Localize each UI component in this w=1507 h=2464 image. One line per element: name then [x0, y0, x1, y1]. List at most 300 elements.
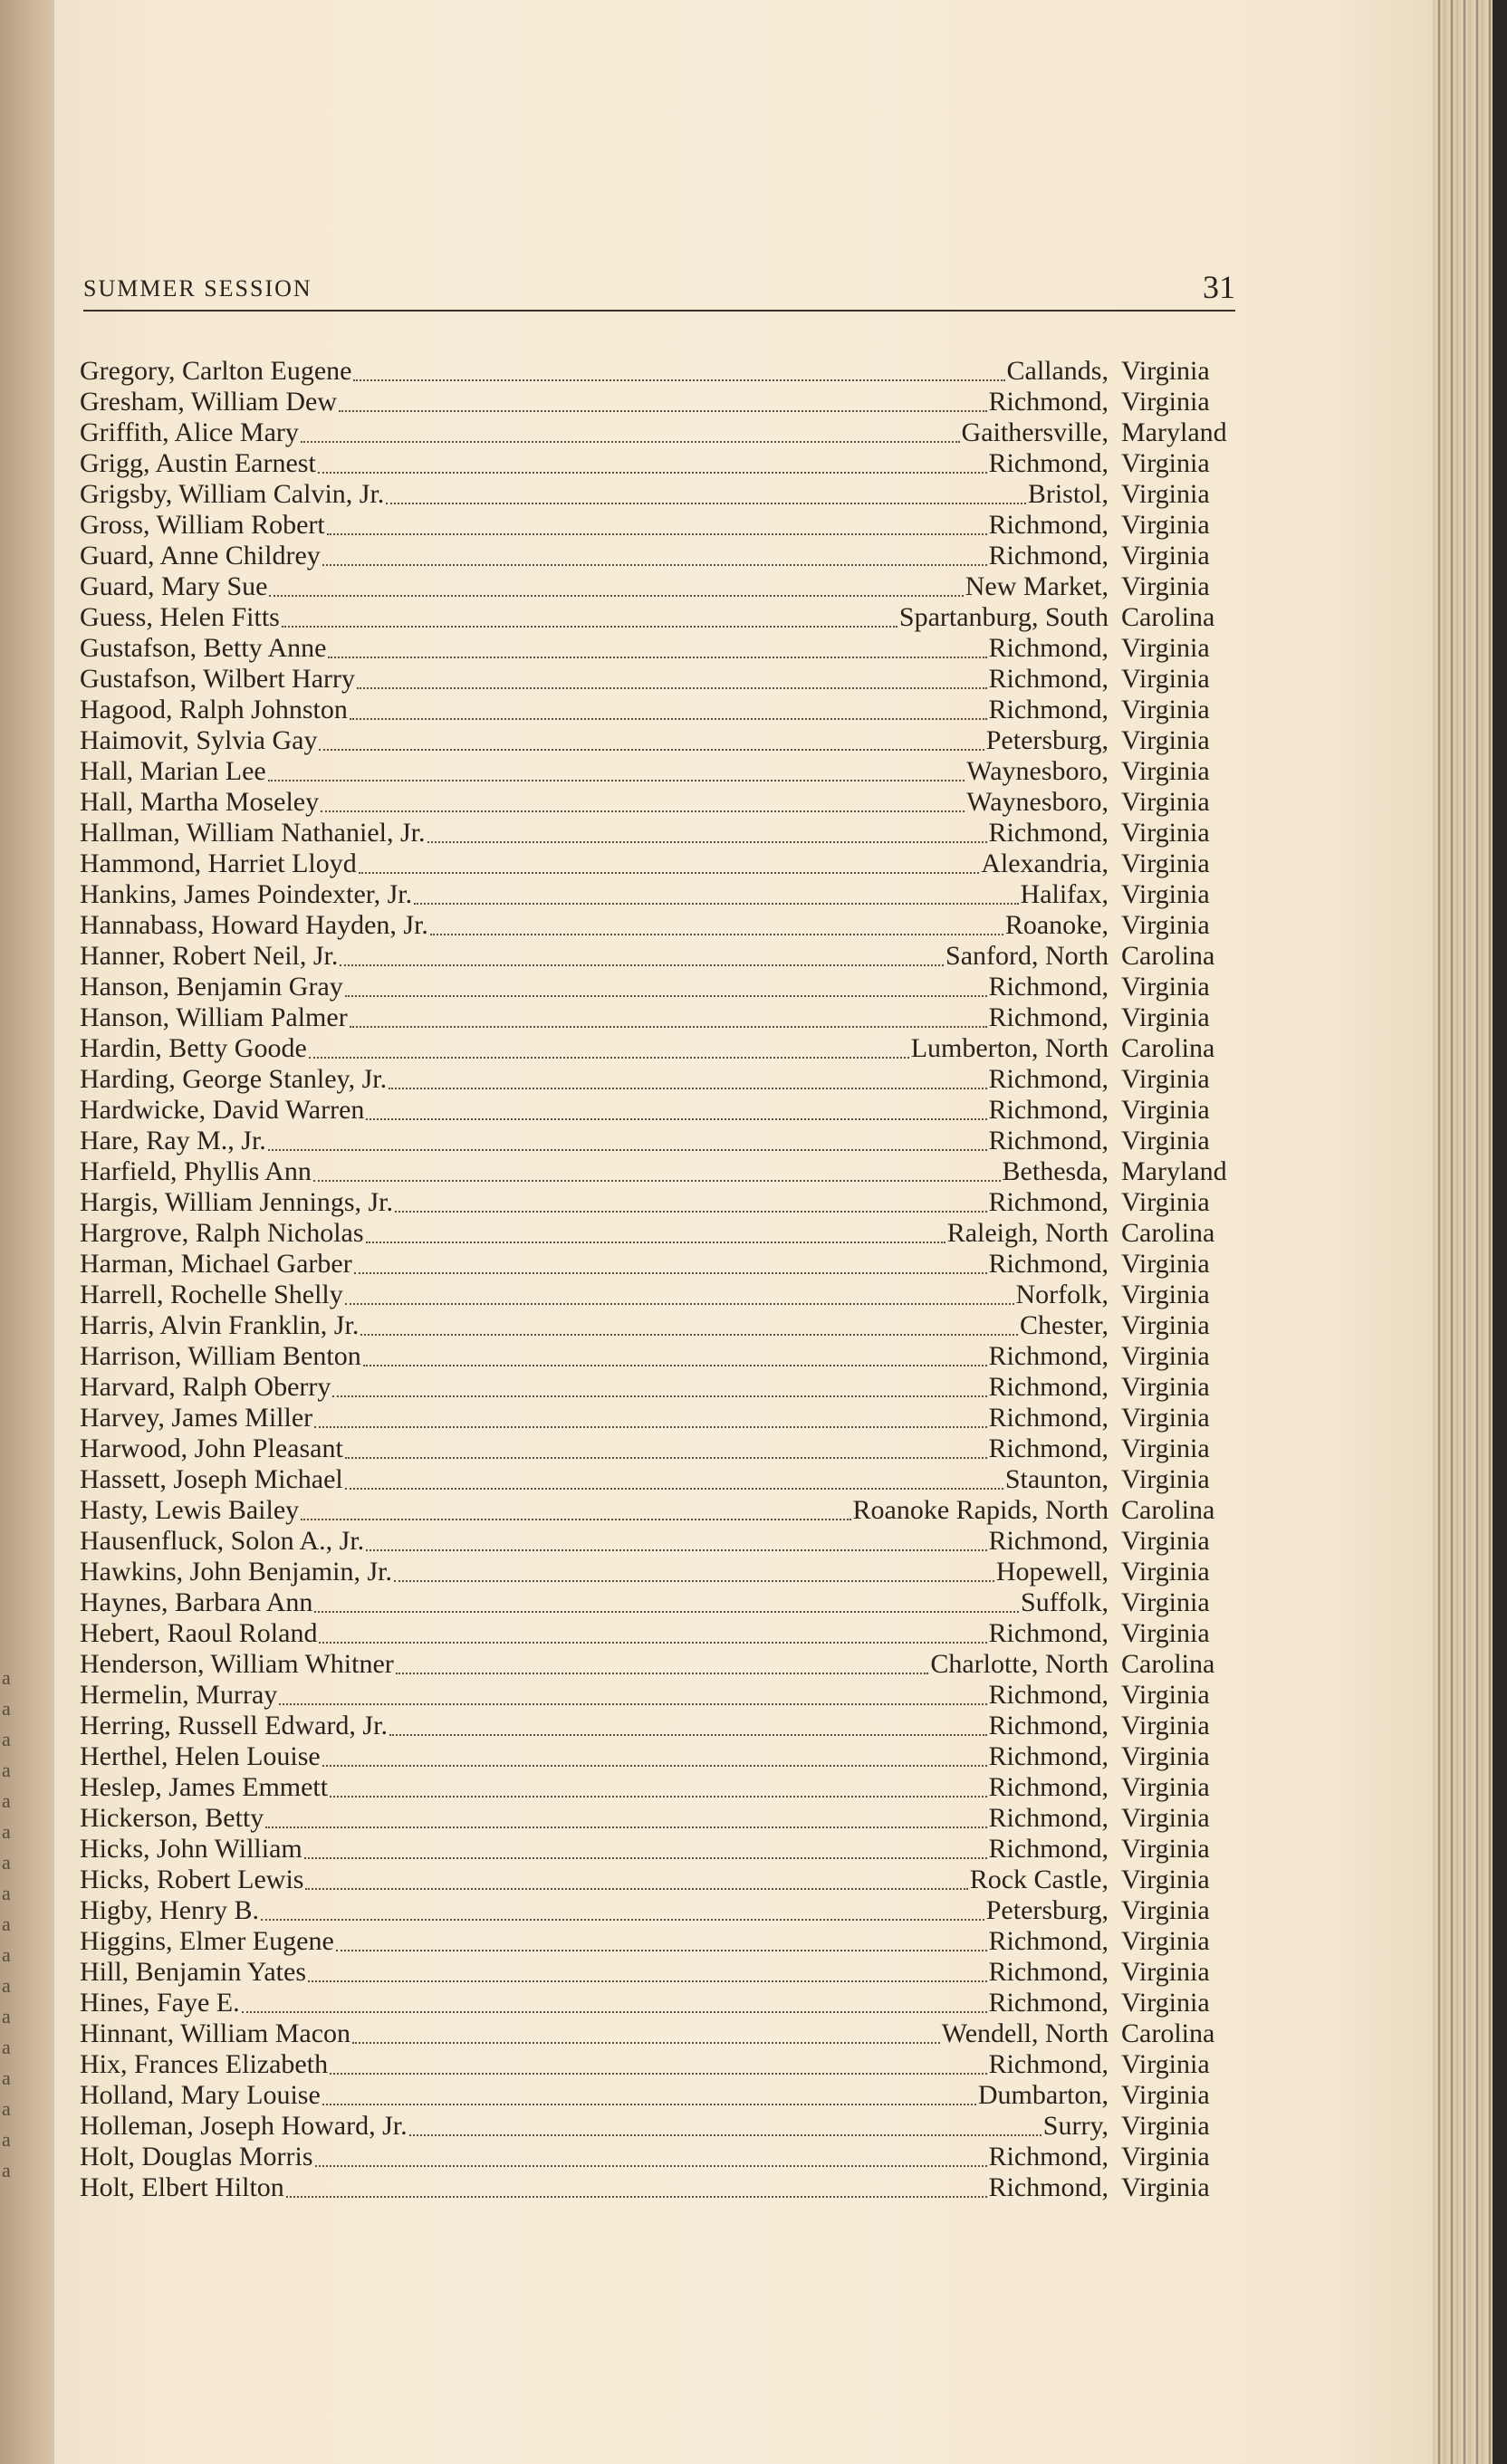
dot-leader [286, 2196, 987, 2198]
student-city: Surry, [1042, 2111, 1109, 2141]
student-name: Grigsby, William Calvin, Jr. [80, 479, 385, 509]
student-state: Virginia [1121, 725, 1210, 755]
dot-leader [353, 379, 1004, 381]
student-name: Harding, George Stanley, Jr. [80, 1064, 388, 1094]
list-item [80, 1957, 1239, 1988]
student-state: Virginia [1121, 633, 1210, 663]
student-city: Richmond, [988, 1741, 1109, 1771]
student-city: Richmond, [988, 1680, 1109, 1710]
dot-leader [366, 1118, 986, 1120]
student-state: Virginia [1121, 910, 1210, 940]
student-name: Harris, Alvin Franklin, Jr. [80, 1310, 360, 1340]
list-item [80, 879, 1239, 910]
dot-leader [352, 2042, 940, 2044]
list-item [80, 1711, 1239, 1741]
list-item [80, 1526, 1239, 1557]
student-city: Richmond, [988, 448, 1109, 478]
student-name: Harvey, James Miller [80, 1403, 313, 1433]
student-city: New Market, [965, 571, 1109, 601]
dot-leader [366, 1549, 986, 1551]
dot-leader [345, 1488, 1003, 1490]
list-item [80, 1464, 1239, 1495]
student-city: Richmond, [988, 1834, 1109, 1864]
list-item [80, 1895, 1239, 1926]
list-item [80, 972, 1239, 1002]
student-state: Carolina [1121, 2018, 1215, 2048]
dot-leader [345, 995, 987, 997]
list-item [80, 1772, 1239, 1803]
dot-leader [389, 1088, 986, 1089]
student-name: Gustafson, Wilbert Harry [80, 664, 355, 694]
student-name: Hagood, Ralph Johnston [80, 695, 348, 724]
list-item [80, 1587, 1239, 1618]
student-state: Virginia [1121, 787, 1210, 817]
list-item [80, 818, 1239, 848]
list-item [80, 756, 1239, 787]
dot-leader [314, 1611, 1019, 1613]
list-item [80, 1834, 1239, 1865]
list-item [80, 1680, 1239, 1711]
list-item [80, 664, 1239, 695]
student-name: Hill, Benjamin Yates [80, 1957, 307, 1987]
dot-leader [396, 1673, 929, 1674]
student-city: Richmond, [988, 972, 1109, 1002]
student-name: Holt, Elbert Hilton [80, 2172, 284, 2202]
student-state: Virginia [1121, 756, 1210, 786]
student-state: Virginia [1121, 1926, 1210, 1956]
student-state: Virginia [1121, 1711, 1210, 1740]
student-state: Maryland [1121, 1156, 1227, 1186]
student-city: Richmond, [988, 1618, 1109, 1648]
student-state: Virginia [1121, 1772, 1210, 1802]
student-city: Richmond, [988, 1772, 1109, 1802]
student-state: Virginia [1121, 2049, 1210, 2079]
student-city: Richmond, [988, 2172, 1109, 2202]
dot-leader [319, 749, 984, 751]
student-city: Hopewell, [995, 1557, 1109, 1587]
list-item [80, 541, 1239, 571]
list-item [80, 848, 1239, 879]
book-page [54, 0, 1433, 2464]
list-item [80, 448, 1239, 479]
dot-leader [322, 2104, 976, 2105]
student-state: Virginia [1121, 448, 1210, 478]
dot-leader [321, 810, 965, 812]
dot-leader [354, 1272, 987, 1274]
student-city: Richmond, [988, 695, 1109, 724]
student-name: Harvard, Ralph Oberry [80, 1372, 331, 1402]
list-item [80, 2018, 1239, 2049]
student-state: Virginia [1121, 541, 1210, 570]
student-name: Hardwicke, David Warren [80, 1095, 365, 1125]
student-name: Hargrove, Ralph Nicholas [80, 1218, 364, 1248]
dot-leader [301, 441, 960, 443]
list-item [80, 1280, 1239, 1310]
student-name: Higgins, Elmer Eugene [80, 1926, 334, 1956]
student-city: Richmond, [988, 2049, 1109, 2079]
student-name: Hausenfluck, Solon A., Jr. [80, 1526, 365, 1556]
margin-glyph: a [2, 2005, 11, 2028]
dot-leader [301, 1519, 850, 1520]
student-state: Virginia [1121, 1557, 1210, 1587]
dot-leader [282, 626, 897, 628]
student-name: Harrell, Rochelle Shelly [80, 1280, 343, 1309]
student-name: Hebert, Raoul Roland [80, 1618, 318, 1648]
list-item [80, 1341, 1239, 1372]
list-item [80, 1218, 1239, 1249]
student-city: Petersburg, [985, 725, 1109, 755]
list-item [80, 2080, 1239, 2111]
student-name: Griffith, Alice Mary [80, 417, 299, 447]
student-city: Richmond, [988, 1126, 1109, 1155]
student-state: Carolina [1121, 1218, 1215, 1248]
student-state: Virginia [1121, 1741, 1210, 1771]
student-city: Richmond, [988, 1372, 1109, 1402]
student-name: Hicks, Robert Lewis [80, 1865, 304, 1894]
student-state: Virginia [1121, 2172, 1210, 2202]
dot-leader [386, 503, 1026, 504]
student-city: Richmond, [988, 1803, 1109, 1833]
student-city: Richmond, [988, 818, 1109, 848]
student-city: Richmond, [988, 541, 1109, 570]
student-name: Harwood, John Pleasant [80, 1433, 343, 1463]
student-name: Gregory, Carlton Eugene [80, 356, 352, 386]
student-state: Virginia [1121, 1464, 1210, 1494]
student-state: Virginia [1121, 2142, 1210, 2172]
student-state: Virginia [1121, 1587, 1210, 1617]
dot-leader [357, 687, 987, 689]
student-city: Callands, [1006, 356, 1109, 386]
adjacent-page-margin [0, 0, 54, 2464]
dot-leader [414, 903, 1018, 905]
dot-leader [427, 841, 987, 843]
dot-leader [350, 1026, 987, 1028]
student-city: Richmond, [988, 1526, 1109, 1556]
dot-leader [430, 934, 1003, 935]
student-city: Waynesboro, [966, 756, 1109, 786]
margin-glyph: a [2, 2066, 11, 2089]
student-name: Holleman, Joseph Howard, Jr. [80, 2111, 408, 2141]
student-name: Harfield, Phyllis Ann [80, 1156, 312, 1186]
student-city: Richmond, [988, 1341, 1109, 1371]
student-name: Hix, Frances Elizabeth [80, 2049, 329, 2079]
margin-glyph: a [2, 1728, 11, 1750]
list-item [80, 1187, 1239, 1218]
list-item [80, 1649, 1239, 1680]
list-item [80, 1403, 1239, 1433]
student-name: Gustafson, Betty Anne [80, 633, 327, 663]
dot-leader [363, 1365, 987, 1366]
student-state: Virginia [1121, 1064, 1210, 1094]
margin-glyph: a [2, 1913, 11, 1935]
student-city: Richmond, [988, 1957, 1109, 1987]
dot-leader [322, 564, 987, 566]
list-item [80, 1926, 1239, 1957]
student-state: Virginia [1121, 356, 1210, 386]
dot-leader [308, 1980, 986, 1982]
student-city: Staunton, [1004, 1464, 1109, 1494]
student-name: Hinnant, William Macon [80, 2018, 351, 2048]
student-city: Chester, [1020, 1310, 1109, 1340]
student-city: Richmond, [988, 1403, 1109, 1433]
margin-glyph: a [2, 1789, 11, 1812]
student-name: Hardin, Betty Goode [80, 1033, 307, 1063]
student-name: Herthel, Helen Louise [80, 1741, 321, 1771]
student-city: Richmond, [988, 1002, 1109, 1032]
student-name: Herring, Russell Edward, Jr. [80, 1711, 388, 1740]
dot-leader [339, 410, 986, 412]
list-item [80, 941, 1239, 972]
margin-glyph: a [2, 1943, 11, 1966]
student-city: Richmond, [988, 1064, 1109, 1094]
dot-leader [309, 1057, 909, 1059]
student-state: Virginia [1121, 1095, 1210, 1125]
margin-glyph: a [2, 1697, 11, 1720]
student-state: Virginia [1121, 879, 1210, 909]
list-item [80, 1803, 1239, 1834]
student-state: Carolina [1121, 1495, 1215, 1525]
student-name: Harman, Michael Garber [80, 1249, 352, 1279]
list-item [80, 571, 1239, 602]
student-city: Norfolk, [1015, 1280, 1109, 1309]
student-name: Guard, Anne Childrey [80, 541, 321, 570]
list-item [80, 1495, 1239, 1526]
student-city: Richmond, [988, 510, 1109, 540]
page-number: 31 [1203, 269, 1235, 305]
student-name: Haimovit, Sylvia Gay [80, 725, 318, 755]
dot-leader [314, 1426, 986, 1428]
dot-leader [315, 2165, 987, 2167]
student-state: Virginia [1121, 848, 1210, 878]
dot-leader [340, 964, 944, 966]
student-name: Heslep, James Emmett [80, 1772, 329, 1802]
student-city: Richmond, [988, 1433, 1109, 1463]
student-name: Hickerson, Betty [80, 1803, 264, 1833]
dot-leader [268, 780, 965, 781]
margin-glyph: a [2, 1851, 11, 1874]
list-item [80, 1433, 1239, 1464]
margin-glyph: a [2, 2097, 11, 2120]
student-state: Carolina [1121, 602, 1215, 632]
student-name: Gresham, William Dew [80, 387, 338, 417]
dot-leader [345, 1303, 1014, 1305]
list-item [80, 387, 1239, 417]
list-item [80, 1064, 1239, 1095]
student-name: Harrison, William Benton [80, 1341, 361, 1371]
dot-leader [345, 1457, 987, 1459]
student-state: Virginia [1121, 510, 1210, 540]
student-list [80, 356, 1239, 2203]
student-state: Virginia [1121, 1002, 1210, 1032]
student-name: Hasty, Lewis Bailey [80, 1495, 300, 1525]
student-city: Richmond, [988, 1711, 1109, 1740]
student-state: Virginia [1121, 1680, 1210, 1710]
student-city: Richmond, [988, 1187, 1109, 1217]
student-state: Virginia [1121, 1865, 1210, 1894]
list-item [80, 417, 1239, 448]
student-state: Virginia [1121, 1526, 1210, 1556]
list-item [80, 602, 1239, 633]
student-name: Hannabass, Howard Hayden, Jr. [80, 910, 428, 940]
student-name: Hanson, William Palmer [80, 1002, 348, 1032]
student-city: Bristol, [1027, 479, 1109, 509]
dot-leader [395, 1211, 986, 1213]
student-state: Virginia [1121, 695, 1210, 724]
list-item [80, 510, 1239, 541]
list-item [80, 1002, 1239, 1033]
student-city: Raleigh, North [946, 1218, 1109, 1248]
student-city: Richmond, [988, 633, 1109, 663]
list-item [80, 1372, 1239, 1403]
student-name: Hammond, Harriet Lloyd [80, 848, 357, 878]
student-state: Virginia [1121, 1988, 1210, 2018]
student-state: Virginia [1121, 1372, 1210, 1402]
student-name: Guess, Helen Fitts [80, 602, 280, 632]
list-item [80, 633, 1239, 664]
margin-glyph: a [2, 1820, 11, 1843]
dot-leader [319, 1642, 986, 1644]
student-state: Virginia [1121, 2111, 1210, 2141]
dot-leader [336, 1950, 987, 1951]
student-city: Waynesboro, [966, 787, 1109, 817]
dot-leader [322, 1765, 987, 1767]
dot-leader [305, 1888, 967, 1890]
dot-leader [360, 1334, 1018, 1336]
student-state: Virginia [1121, 1341, 1210, 1371]
list-item [80, 2111, 1239, 2142]
list-item [80, 479, 1239, 510]
student-name: Hawkins, John Benjamin, Jr. [80, 1557, 392, 1587]
student-state: Virginia [1121, 1403, 1210, 1433]
margin-glyph: a [2, 2159, 11, 2181]
student-state: Virginia [1121, 664, 1210, 694]
student-city: Sanford, North [945, 941, 1109, 971]
student-name: Gross, William Robert [80, 510, 325, 540]
page-header [83, 264, 1235, 310]
list-item [80, 1618, 1239, 1649]
student-name: Hall, Marian Lee [80, 756, 266, 786]
dot-leader [409, 2134, 1041, 2136]
student-state: Virginia [1121, 1834, 1210, 1864]
student-state: Virginia [1121, 2080, 1210, 2110]
student-state: Virginia [1121, 1310, 1210, 1340]
student-city: Gaithersville, [961, 417, 1109, 447]
student-city: Halifax, [1020, 879, 1109, 909]
student-name: Hicks, John William [80, 1834, 302, 1864]
dot-leader [304, 1857, 987, 1859]
dot-leader [330, 2073, 986, 2075]
dot-leader [268, 1149, 987, 1151]
student-name: Guard, Mary Sue [80, 571, 268, 601]
student-name: Hassett, Joseph Michael [80, 1464, 343, 1494]
margin-glyph: a [2, 1974, 11, 1997]
dot-leader [389, 1734, 987, 1736]
dot-leader [269, 595, 963, 597]
student-name: Higby, Henry B. [80, 1895, 260, 1925]
student-state: Virginia [1121, 387, 1210, 417]
student-name: Holland, Mary Louise [80, 2080, 321, 2110]
student-state: Maryland [1121, 417, 1227, 447]
list-item [80, 1126, 1239, 1156]
student-state: Virginia [1121, 1433, 1210, 1463]
dot-leader [327, 533, 987, 535]
student-city: Wendell, North [941, 2018, 1109, 2048]
header-rule [83, 310, 1235, 312]
dot-leader [328, 657, 986, 658]
student-city: Bethesda, [1002, 1156, 1109, 1186]
student-state: Virginia [1121, 1618, 1210, 1648]
dot-leader [279, 1703, 986, 1705]
student-city: Roanoke Rapids, North [852, 1495, 1109, 1525]
student-city: Alexandria, [981, 848, 1109, 878]
student-state: Virginia [1121, 972, 1210, 1002]
student-name: Hankins, James Poindexter, Jr. [80, 879, 413, 909]
student-name: Grigg, Austin Earnest [80, 448, 316, 478]
list-item [80, 2049, 1239, 2080]
student-city: Richmond, [988, 1249, 1109, 1279]
list-item [80, 787, 1239, 818]
student-name: Hargis, William Jennings, Jr. [80, 1187, 394, 1217]
student-city: Richmond, [988, 664, 1109, 694]
student-name: Hines, Faye E. [80, 1988, 240, 2018]
student-name: Hall, Martha Moseley [80, 787, 320, 817]
student-name: Haynes, Barbara Ann [80, 1587, 313, 1617]
list-item [80, 1095, 1239, 1126]
dot-leader [350, 718, 987, 720]
student-state: Virginia [1121, 818, 1210, 848]
page-edges [1433, 0, 1507, 2464]
list-item [80, 1741, 1239, 1772]
list-item [80, 356, 1239, 387]
student-name: Hare, Ray M., Jr. [80, 1126, 266, 1155]
student-name: Hermelin, Murray [80, 1680, 278, 1710]
list-item [80, 1557, 1239, 1587]
dot-leader [313, 1180, 1001, 1182]
student-city: Spartanburg, South [898, 602, 1109, 632]
student-state: Virginia [1121, 479, 1210, 509]
dot-leader [359, 872, 979, 874]
student-state: Virginia [1121, 1249, 1210, 1279]
list-item [80, 1988, 1239, 2018]
dot-leader [261, 1919, 984, 1921]
student-name: Holt, Douglas Morris [80, 2142, 313, 2172]
list-item [80, 1249, 1239, 1280]
dot-leader [318, 472, 987, 474]
list-item [80, 2172, 1239, 2203]
student-state: Virginia [1121, 1280, 1210, 1309]
student-state: Virginia [1121, 1126, 1210, 1155]
dot-leader [394, 1580, 994, 1582]
dot-leader [332, 1395, 986, 1397]
student-city: Rock Castle, [969, 1865, 1109, 1894]
running-head: SUMMER SESSION [83, 275, 312, 302]
student-state: Carolina [1121, 1649, 1215, 1679]
student-name: Henderson, William Whitner [80, 1649, 394, 1679]
book-cover-edge [1493, 0, 1507, 2464]
student-city: Richmond, [988, 2142, 1109, 2172]
dot-leader [366, 1242, 945, 1243]
margin-glyph: a [2, 2128, 11, 2151]
student-state: Virginia [1121, 1803, 1210, 1833]
margin-glyph: a [2, 1882, 11, 1904]
student-state: Virginia [1121, 1187, 1210, 1217]
student-state: Carolina [1121, 1033, 1215, 1063]
list-item [80, 1033, 1239, 1064]
margin-glyph: a [2, 1759, 11, 1781]
list-item [80, 2142, 1239, 2172]
student-name: Hallman, William Nathaniel, Jr. [80, 818, 426, 848]
student-name: Hanson, Benjamin Gray [80, 972, 343, 1002]
